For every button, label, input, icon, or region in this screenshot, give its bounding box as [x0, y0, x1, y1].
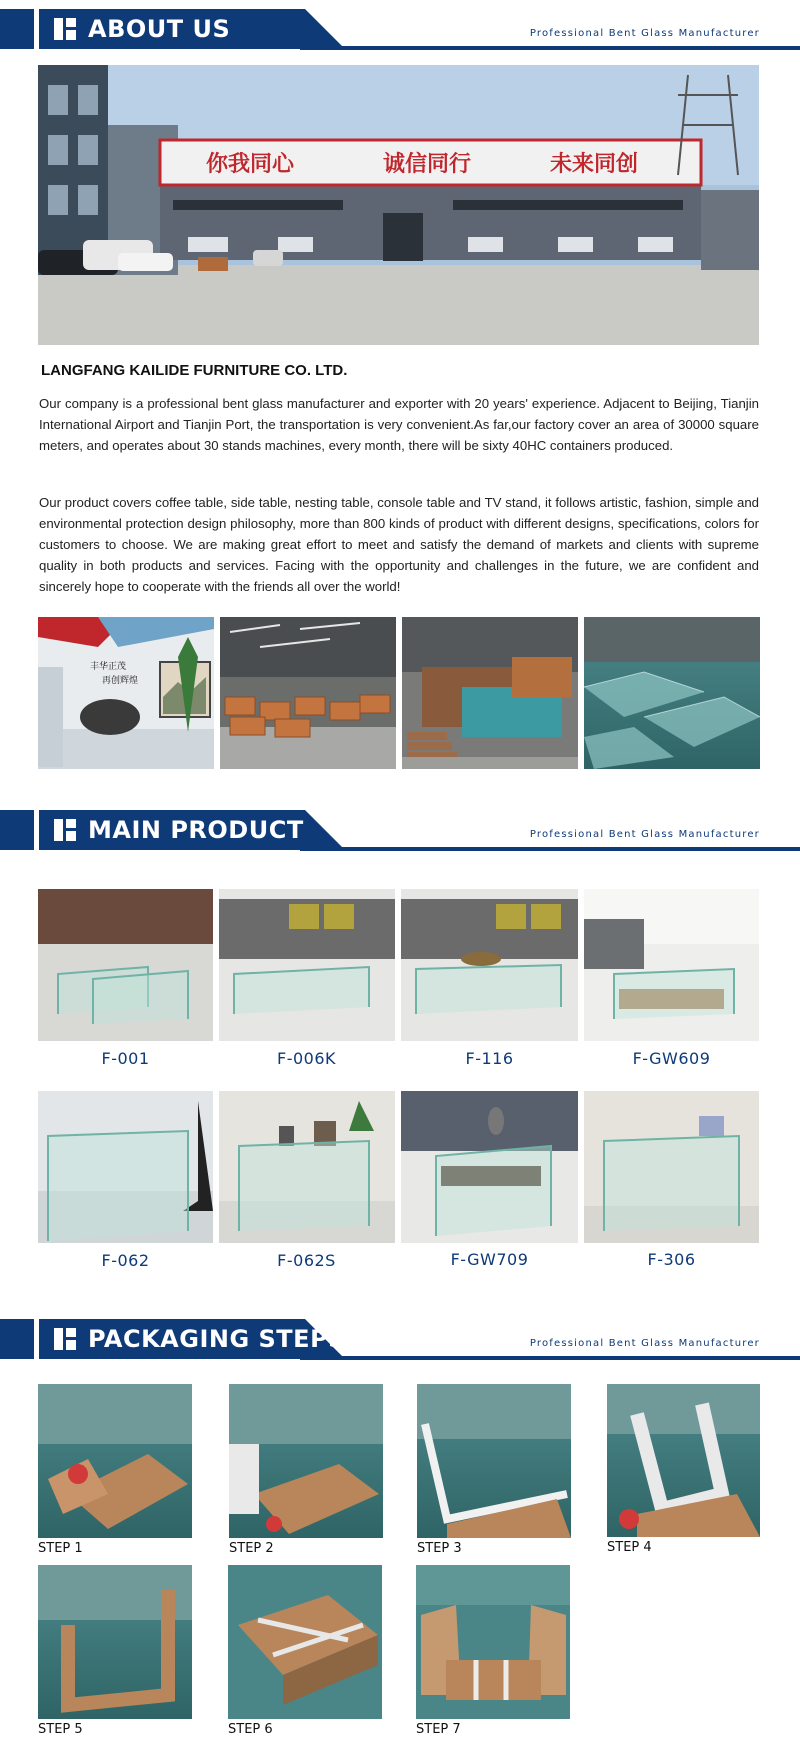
product-image-f-gw609[interactable] — [584, 889, 759, 1041]
section-title: ABOUT US — [88, 15, 231, 43]
product-image-f-062s[interactable] — [219, 1091, 395, 1243]
grid-logo-icon — [54, 819, 76, 841]
product-image-f-gw709[interactable] — [401, 1091, 578, 1243]
section-tagline: Professional Bent Glass Manufacturer — [529, 829, 760, 840]
product-image-f-006k[interactable] — [219, 889, 395, 1041]
step-3-label: STEP 3 — [417, 1541, 462, 1556]
step-2-label: STEP 2 — [229, 1541, 274, 1556]
grid-logo-icon — [54, 1328, 76, 1350]
factory-photo — [38, 65, 759, 345]
step-1-label: STEP 1 — [38, 1541, 83, 1556]
section-title: PACKAGING STEPS — [88, 1325, 346, 1353]
step-2-photo — [229, 1384, 383, 1538]
step-5-photo — [38, 1565, 192, 1719]
lobby-wall-text-1: 丰华正茂 — [90, 662, 127, 672]
step-6-label: STEP 6 — [228, 1722, 273, 1737]
step-6-photo — [228, 1565, 382, 1719]
step-7-label: STEP 7 — [416, 1722, 461, 1737]
product-label-f-gw709[interactable]: F-GW709 — [450, 1250, 529, 1269]
step-1-photo — [38, 1384, 192, 1538]
product-label-f-116[interactable]: F-116 — [465, 1049, 514, 1068]
section-tagline: Professional Bent Glass Manufacturer — [529, 1338, 760, 1349]
step-3-photo — [417, 1384, 571, 1538]
packaging-section-header — [0, 1319, 800, 1361]
product-image-f-001[interactable] — [38, 889, 213, 1041]
product-image-f-306[interactable] — [584, 1091, 759, 1243]
product-label-f-062s[interactable]: F-062S — [277, 1251, 336, 1270]
glass-stock-photo — [584, 617, 760, 769]
lobby-photo — [38, 617, 214, 769]
factory-sign-1: 你我同心 — [206, 152, 295, 177]
about-paragraph-2: Our product covers coffee table, side table, nesting table, console table and TV stand, it follows artistic, fashion, simple and environmental protection design philosophy, more than 800 kinds of product with different designs, specifications, colors for customers to choose. We are making great effort to meet and satisfy the demand of markets and clients with supreme quality in both products and services. Facing with the opportunity and challenges in the future, we are confident and sincerely hope to cooperate with the friends all over the world! — [39, 495, 759, 594]
step-7-photo — [416, 1565, 570, 1719]
about-paragraph-1: Our company is a professional bent glass manufacturer and exporter with 20 years' experience. Adjacent to Beijing, Tianjin International Airport and Tianjin Port, the transportation is very convenient.As far,our factory cover an area of 30000 square meters, and operates about 30 stands machines, every month, there will be sixty 40HC containers produced. — [39, 396, 759, 453]
product-image-f-062[interactable] — [38, 1091, 213, 1243]
product-label-f-gw609[interactable]: F-GW609 — [632, 1049, 711, 1068]
section-tagline: Professional Bent Glass Manufacturer — [529, 28, 760, 39]
about-section-header — [0, 9, 800, 51]
product-label-f-006k[interactable]: F-006K — [276, 1049, 336, 1068]
company-name: LANGFANG KAILIDE FURNITURE CO. LTD. — [41, 362, 348, 379]
product-label-f-306[interactable]: F-306 — [647, 1250, 696, 1269]
product-label-f-062[interactable]: F-062 — [101, 1251, 150, 1270]
product-label-f-001[interactable]: F-001 — [101, 1049, 150, 1068]
lobby-wall-text-2: 再创辉煌 — [102, 676, 139, 686]
grid-logo-icon — [54, 18, 76, 40]
product-section-header — [0, 810, 800, 852]
factory-sign-2: 诚信同行 — [383, 152, 472, 177]
factory-sign-3: 未来同创 — [550, 152, 639, 177]
step-4-label: STEP 4 — [607, 1540, 652, 1555]
product-image-f-116[interactable] — [401, 889, 578, 1041]
step-5-label: STEP 5 — [38, 1722, 83, 1737]
machine-line-photo — [402, 617, 578, 769]
step-4-photo — [607, 1384, 760, 1537]
section-title: MAIN PRODUCT — [88, 816, 304, 844]
warehouse-boxes-photo — [220, 617, 396, 769]
